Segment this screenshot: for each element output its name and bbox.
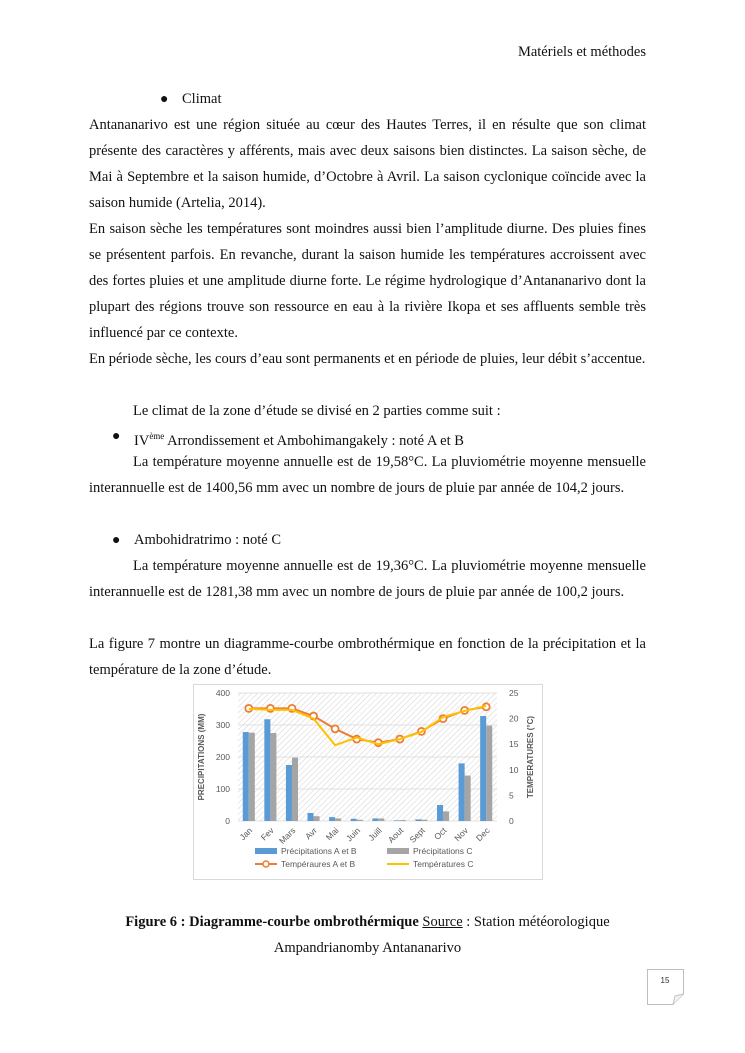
legend-label: Précipitations A et B <box>281 846 357 856</box>
bar-precip-c <box>465 776 471 821</box>
y-left-tick-label: 100 <box>215 784 230 794</box>
x-tick-label: Sept <box>407 825 427 845</box>
temp-ab-point <box>332 725 339 732</box>
x-tick-label: Jan <box>237 825 255 843</box>
x-tick-label: Nov <box>452 825 471 844</box>
bar-precip-ab <box>307 813 313 821</box>
bar-precip-ab <box>480 716 486 821</box>
x-tick-label: Mars <box>276 825 298 846</box>
bar-precip-c <box>357 820 363 821</box>
y-right-tick-label: 0 <box>509 816 514 826</box>
caption-line-2: Ampandrianomby Antananarivo <box>273 940 462 956</box>
x-tick-label: Dec <box>473 825 492 844</box>
legend-label: Tempéraures A et B <box>281 859 356 869</box>
bullet-icon: ● <box>112 533 121 548</box>
paragraph-6: La température moyenne annuelle est de 19,36°C. La pluviométrie moyenne mensuelle interannuelle est de 1281,38 mm avec un nombre de jours de pluie par année de 100,2 jours. <box>89 558 646 600</box>
y-right-tick-label: 20 <box>509 713 519 724</box>
paragraph-4: Le climat de la zone d’étude se divisé en 2 parties comme suit : <box>133 403 501 419</box>
y-left-tick-label: 200 <box>215 752 230 762</box>
bullet-icon: ● <box>112 429 121 444</box>
bullet-a-post: Arrondissement et Ambohimangakely : noté A et B <box>167 433 464 449</box>
bullet-a-pre: IV <box>134 433 150 449</box>
bar-precip-c <box>270 733 276 821</box>
bullet-icon: ● <box>160 92 169 107</box>
y-right-tick-label: 10 <box>509 764 519 775</box>
bar-precip-ab <box>459 763 465 821</box>
bar-precip-ab <box>329 817 335 821</box>
bar-precip-c <box>249 733 255 821</box>
page-number-box <box>647 969 684 1005</box>
bar-precip-ab <box>264 719 270 821</box>
paragraph-3: En période sèche, les cours d’eau sont permanents et en période de pluies, leur débit s’accentue. <box>89 351 646 367</box>
x-tick-label: Avr <box>302 825 319 842</box>
y-axis-left-label: PRECIPITATIONS (MM) <box>197 713 206 801</box>
legend-marker <box>263 861 269 867</box>
y-left-tick-label: 300 <box>215 720 230 730</box>
y-left-tick-label: 400 <box>215 688 230 698</box>
caption-source-label: Source <box>422 914 463 930</box>
x-tick-label: Mai <box>323 825 341 843</box>
bar-precip-c <box>335 818 341 821</box>
bar-precip-ab <box>394 820 400 821</box>
y-right-tick-label: 5 <box>509 790 514 801</box>
y-right-tick-label: 15 <box>509 739 519 750</box>
x-tick-label: Juill <box>366 825 384 843</box>
x-tick-label: Juin <box>344 825 363 844</box>
bar-precip-ab <box>351 819 357 821</box>
paragraph-5: La température moyenne annuelle est de 19,58°C. La pluviométrie moyenne mensuelle interannuelle est de 1400,56 mm avec un nombre de jours de pluie par année de 104,2 jours. <box>89 454 646 496</box>
bullet-a-sup: ème <box>149 431 165 441</box>
bullet-climat: Climat <box>182 91 222 107</box>
ombrothermic-chart <box>193 684 543 880</box>
page-header: Matériels et méthodes <box>517 44 646 60</box>
legend-label: Températures C <box>413 859 474 869</box>
x-tick-label: Aout <box>385 825 406 845</box>
bar-precip-c <box>443 811 449 821</box>
bar-precip-ab <box>372 818 378 821</box>
bar-precip-c <box>292 758 298 821</box>
bar-precip-ab <box>415 819 421 821</box>
caption-bold: Figure 6 : Diagramme-courbe ombrothérmique <box>125 914 419 930</box>
y-axis-right-label: TEMPERATURES (°C) <box>526 715 535 799</box>
paragraph-7: La figure 7 montre un diagramme-courbe ombrothérmique en fonction de la précipitation et la température de la zone d’étude. <box>89 636 646 678</box>
paragraph-2: En saison sèche les températures sont moindres aussi bien l’amplitude diurne. Des pluies fines se présentent parfois. En revanche, durant la saison humide les températures accroissent avec des fortes pluies et une amplitude diurne forte. Le régime hydrologique d’Antananarivo dont la plupart des régions trouve son ressource en eau à la rivière Ikopa et ses affluents semble très influencé par ce contexte. <box>89 221 646 341</box>
page-number: 15 <box>660 976 670 985</box>
x-tick-label: Oct <box>432 825 449 842</box>
legend-label: Précipitations C <box>413 846 473 856</box>
caption-rest: : Station météorologique <box>462 914 610 930</box>
figure-caption <box>89 909 646 935</box>
bar-precip-c <box>421 820 427 821</box>
bar-precip-c <box>378 818 384 821</box>
bullet-ambohidratrimo: Ambohidratrimo : noté C <box>134 532 281 548</box>
y-left-tick-label: 0 <box>225 816 230 826</box>
bar-precip-ab <box>437 805 443 821</box>
bar-precip-ab <box>243 732 249 821</box>
bar-precip-c <box>314 816 320 821</box>
bar-precip-c <box>486 726 492 821</box>
bar-precip-ab <box>286 765 292 821</box>
paragraph-1: Antananarivo est une région située au cœur des Hautes Terres, il en résulte que son climat présente des caractères y afférents, mais avec deux saisons bien distinctes. La saison sèche, de Mai à Septembre et la saison humide, d’Octobre à Avril. La saison cyclonique coïncide avec la saison humide (Artelia, 2014). <box>89 117 646 211</box>
legend-swatch <box>255 848 277 854</box>
bar-precip-c <box>400 820 406 821</box>
y-right-tick-label: 25 <box>509 688 519 698</box>
x-tick-label: Fev <box>258 825 276 843</box>
legend-swatch <box>387 848 409 854</box>
